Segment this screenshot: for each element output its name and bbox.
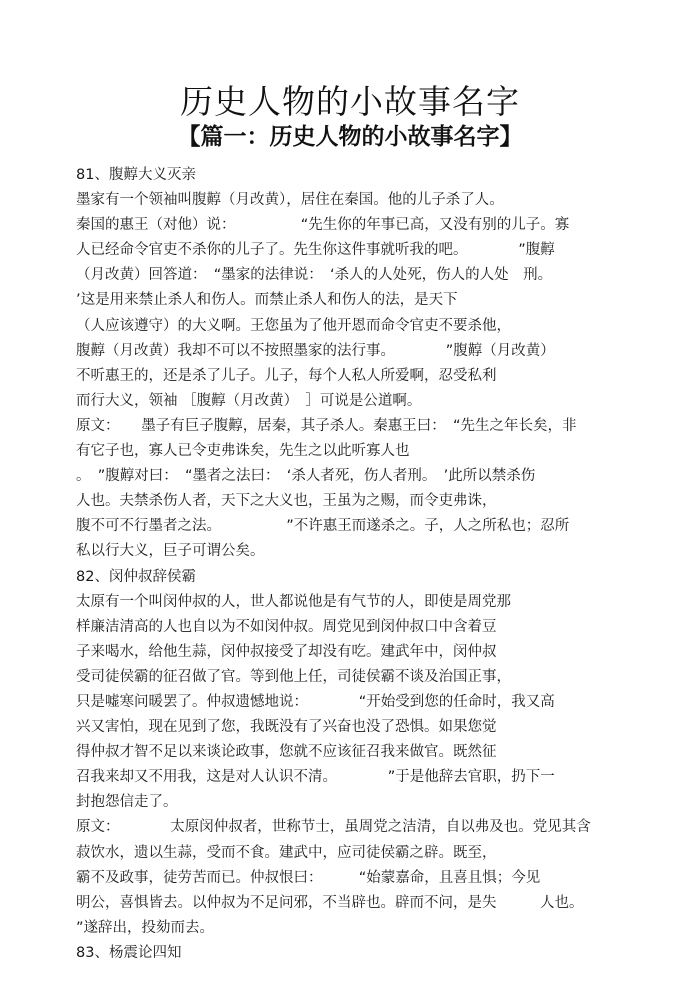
section-heading: 82、闵仲叔辞侯霸	[76, 568, 196, 585]
text-line: ”遂辞出，投劾而去。	[76, 919, 215, 936]
text-line: 而行大义，领袖 ［腹䵍（月改黄） ］可说是公道啊。	[76, 392, 422, 409]
text-line: 只是嘘寒问暖罢了。仲叔遗憾地说： “开始受到您的任命时，我又高	[76, 693, 555, 710]
text-line: 腹不可不行墨者之法。 ”不许惠王而遂杀之。子，人之所私也；忍所	[76, 518, 570, 535]
text-line: 人已经命令官吏不杀你的儿子了。先生你这件事就听我的吧。 ”腹䵍	[76, 242, 555, 259]
page-subtitle: 【篇一：历史人物的小故事名字】	[177, 124, 523, 150]
text-line: 得仲叔才智不足以来谈论政事，您就不应该征召我来做官。既然征	[76, 744, 497, 761]
text-line: 。 ”腹䵍对曰： “墨者之法曰： ‘杀人者死，伤人者刑。 ’此所以禁杀伤	[76, 468, 536, 485]
text-line: 不听惠王的，还是杀了儿子。儿子，每个人私人所爱啊，忍受私利	[76, 367, 497, 384]
text-line: 腹䵍（月改黄）我却不可以不按照墨家的法行事。 ”腹䵍（月改黄）	[76, 342, 555, 359]
text-line: 封抱怨信走了。	[76, 794, 178, 811]
text-line: 人也。夫禁杀伤人者，天下之大义也，王虽为之赐，而令吏弗诛，	[76, 493, 497, 510]
text-line: 原文： 墨子有巨子腹䵍，居秦，其子杀人。秦惠王曰： “先生之年长矣，非	[76, 417, 577, 434]
text-line: 兴又害怕，现在见到了您，我既没有了兴奋也没了恐惧。如果您觉	[76, 719, 497, 736]
section-heading: 83、杨震论四知	[76, 944, 182, 961]
text-line: 原文： 太原闵仲叔者，世称节士，虽周党之洁清，自以弗及也。党见其含	[76, 819, 591, 836]
text-line: 样廉洁清高的人也自以为不如闵仲叔。周党见到闵仲叔口中含着豆	[76, 618, 497, 635]
text-line: 菽饮水，遗以生蒜，受而不食。建武中，应司徒侯霸之辟。既至，	[76, 844, 497, 861]
text-line: 太原有一个叫闵仲叔的人，世人都说他是有气节的人，即使是周党那	[76, 593, 511, 610]
text-line: 受司徒侯霸的征召做了官。等到他上任，司徒侯霸不谈及治国正事，	[76, 668, 511, 685]
text-line: 明公，喜惧皆去。以仲叔为不足问邪，不当辟也。辟而不问，是失 人也。	[76, 894, 584, 911]
text-line: 秦国的惠王（对他）说： “先生你的年事已高，又没有别的儿子。寡	[76, 217, 570, 234]
article-body	[76, 163, 636, 966]
text-line: ’这是用来禁止杀人和伤人。而禁止杀人和伤人的法，是天下	[76, 292, 458, 309]
text-line: 子来喝水，给他生蒜，闵仲叔接受了却没有吃。建武年中，闵仲叔	[76, 643, 497, 660]
text-line: （月改黄）回答道： “墨家的法律说： ‘杀人的人处死，伤人的人处 刑。	[76, 267, 553, 284]
page-title: 历史人物的小故事名字	[180, 82, 520, 121]
text-line: 有它子也，寡人已令吏弗诛矣，先生之以此听寡人也	[76, 443, 410, 460]
section-heading: 81、腹䵍大义灭亲	[76, 167, 196, 183]
text-line: 召我来却又不用我，这是对人认识不清。 ”于是他辞去官职，扔下一	[76, 769, 555, 786]
text-line: 墨家有一个领袖叫腹䵍（月改黄），居住在秦国。他的儿子杀了人。	[76, 192, 504, 209]
text-line: 霸不及政事，徒劳苦而已。仲叔恨曰： “始蒙嘉命，且喜且惧；今见	[76, 869, 541, 886]
text-line: 私以行大义，巨子可谓公矣。	[76, 543, 265, 560]
text-line: （人应该遵守）的大义啊。王您虽为了他开恩而命令官吏不要杀他，	[76, 317, 511, 334]
